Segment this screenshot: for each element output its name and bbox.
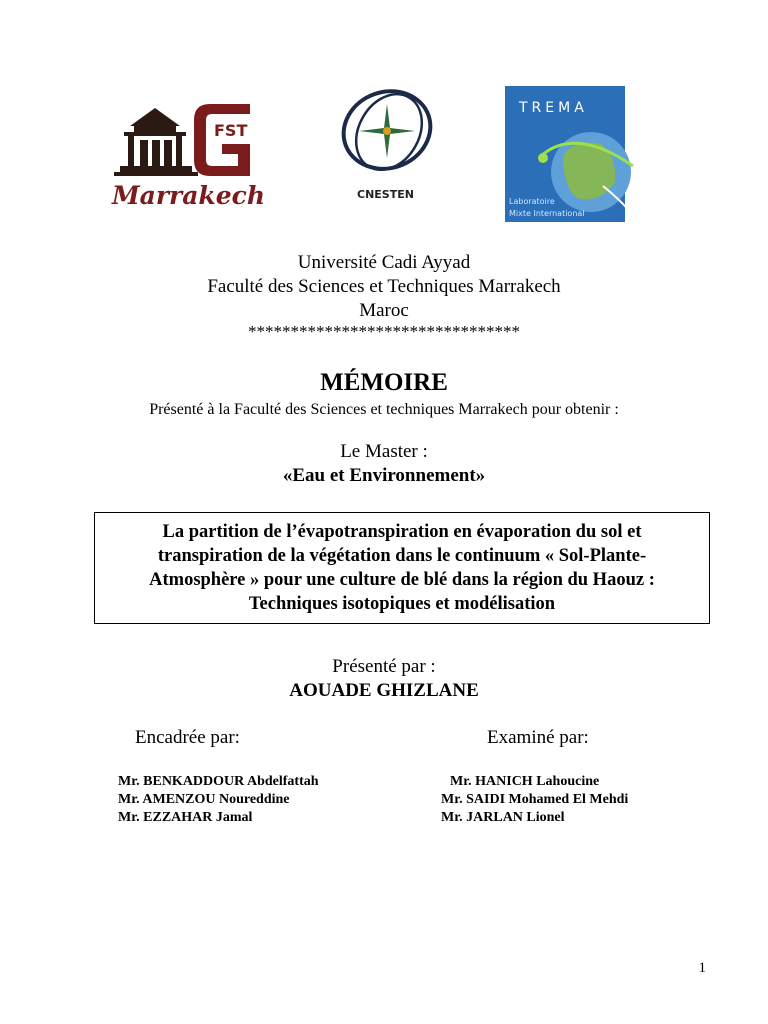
examiners-heading: Examiné par:	[487, 727, 589, 748]
trema-line2: Mixte International	[509, 209, 585, 218]
trema-line1: Laboratoire	[509, 197, 555, 206]
trema-title: TREMA	[519, 100, 588, 116]
cnesten-label: CNESTEN	[357, 188, 414, 201]
supervisor-name: Mr. AMENZOU Noureddine	[118, 792, 290, 807]
separator-stars: ********************************	[248, 322, 520, 341]
supervisor-name: Mr. EZZAHAR Jamal	[118, 810, 253, 825]
author-name: AOUADE GHIZLANE	[289, 680, 479, 701]
examiner-name: Mr. HANICH Lahoucine	[450, 774, 600, 789]
marrakech-text: Marrakech	[112, 181, 265, 210]
degree-name: «Eau et Environnement»	[282, 465, 486, 486]
examiners-list	[441, 773, 628, 827]
thesis-title-box	[94, 512, 710, 624]
thesis-title	[137, 520, 667, 616]
supervisors-heading: Encadrée par:	[135, 727, 240, 748]
thesis-title-line: La partition de l’évapotranspiration en évaporation du sol et	[162, 522, 642, 542]
faculty-name: Faculté des Sciences et Techniques Marrakech	[207, 276, 561, 297]
thesis-title-line: transpiration de la végétation dans le continuum « Sol-Plante-	[157, 546, 647, 566]
supervisors-list	[118, 773, 319, 827]
cnesten-logo	[335, 86, 445, 206]
degree-label: Le Master :	[340, 441, 428, 462]
presented-by-label: Présenté par :	[332, 656, 436, 677]
fst-text: FST	[214, 121, 248, 140]
trema-logo	[505, 86, 640, 226]
examiner-name: Mr. SAIDI Mohamed El Mehdi	[441, 792, 629, 807]
supervisor-name: Mr. BENKADDOUR Abdelfattah	[118, 774, 319, 789]
presented-to: Présenté à la Faculté des Sciences et techniques Marrakech pour obtenir :	[149, 401, 619, 418]
thesis-title-line: Atmosphère » pour une culture de blé dans la région du Haouz :	[149, 570, 655, 590]
document-type: MÉMOIRE	[320, 369, 448, 396]
country: Maroc	[359, 300, 409, 321]
page-number: 1	[698, 960, 706, 976]
examiner-name: Mr. JARLAN Lionel	[441, 810, 565, 825]
fst-marrakech-logo	[110, 86, 265, 210]
university-name: Université Cadi Ayyad	[297, 252, 471, 273]
thesis-title-line: Techniques isotopiques et modélisation	[248, 594, 556, 614]
